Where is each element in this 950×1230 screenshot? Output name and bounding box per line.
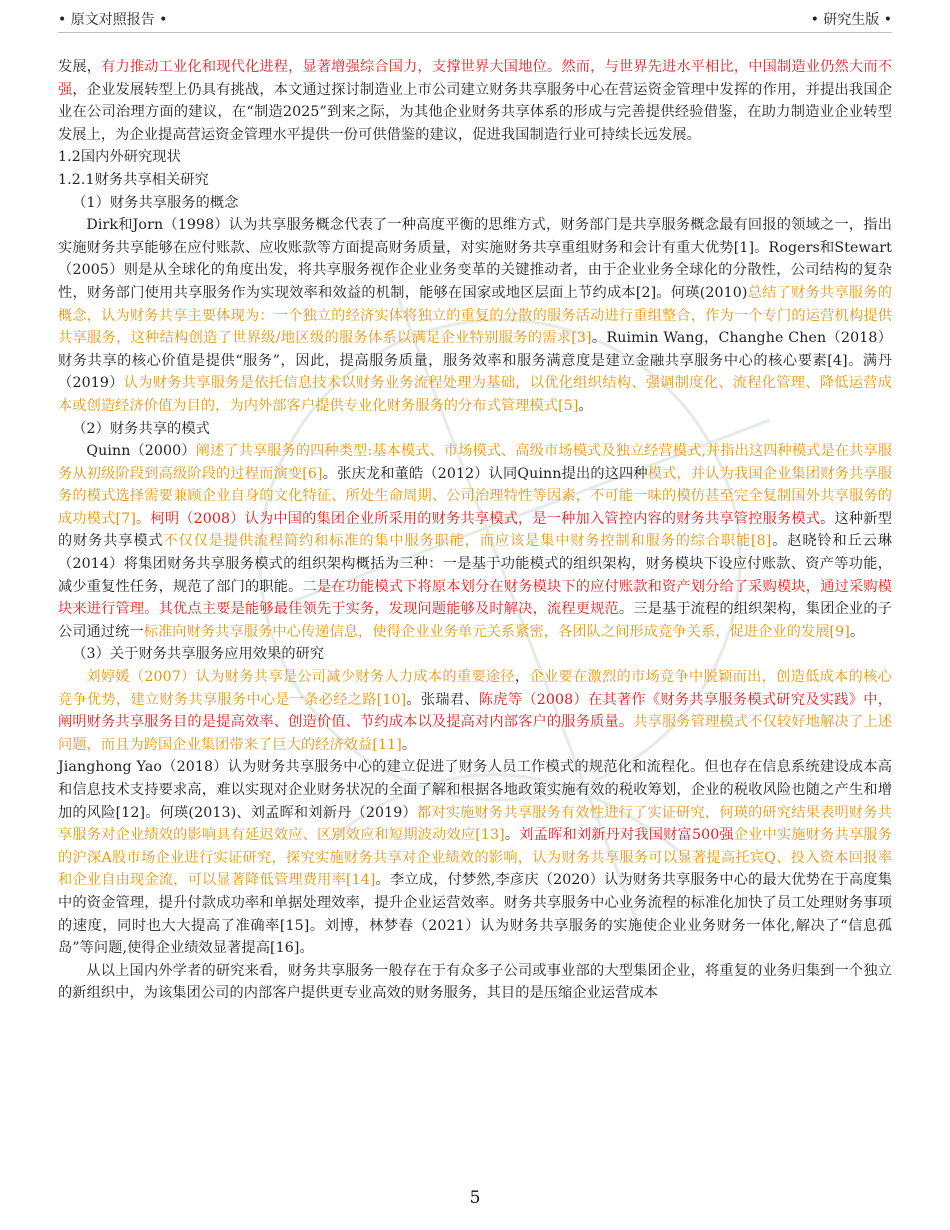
text-segment: 从以上国内外学者的研究来看，财务共享服务一般存在于有众多子公司或事业部的大型集团企业，将重复的业务归集到一个独立的新组织中，为该集团公司的内部客户提供更专业高效的财务服务，其目的是压缩企业运营成本: [58, 962, 892, 1002]
paragraph: [58, 214, 892, 417]
highlighted-text-orange: 共享服务管理模式不仅较好地解决了上述问题，而且为跨国企业集团带来了巨大的经济效益[11]: [58, 714, 892, 753]
paragraph: [58, 146, 892, 169]
text-segment: ，: [514, 669, 530, 686]
text-segment: 1.2国内外研究现状: [58, 149, 181, 166]
highlighted-text-orange: 标准向财务共享服务中心传递信息，使得企业业务单元关系紧密，各团队之间形成竞争关系，促进企业的发展[9]: [143, 623, 850, 640]
text-segment: 。Ruimin Wang，Changhe Chen（2018）财务共享的核心价值是提供“服务”，因此，提高服务质量，服务效率和服务满意度是建立金融共享服务中心的核心要素[4]。满丹（2019）: [58, 330, 893, 392]
highlighted-text-red: 刘孟晖和刘新丹对我国财富500强: [519, 827, 734, 844]
highlighted-text-red: 有力推动工业化和现代化进程，显著增强综合国力，支撑世界大国地位。然而，与世界先进水平相比，中国制造业仍然大而不强: [58, 59, 892, 98]
page-number: 5: [469, 1188, 481, 1208]
highlighted-text-orange: 认为财务共享服务是依托信息技术以财务业务流程处理为基础，以优化组织结构、强调制度化、流程化管理、降低运营成本或创造经济价值为目的，为内外部客户提供专业化财务服务的分布式管理模式[5]: [58, 375, 892, 414]
highlighted-text-orange: 不仅仅是提供流程简约和标准的集中服务职能，而应该是集中财务控制和服务的综合职能[8]: [163, 533, 772, 550]
highlighted-text-orange: 模式，并认为我国企业集团财务共享服务的模式选择需要兼顾企业自身的文化特征、所处生命周期、公司治理特性等因素，不可能一味的模仿甚至完全复制国外共享服务的成功模式[7]: [58, 465, 892, 527]
highlighted-text-orange: 刘婷媛（2007）认为财务共享是公司减少财务人力成本的重要途径: [86, 669, 515, 686]
text-segment: 。: [504, 827, 520, 844]
highlighted-text-orange: 总结了财务共享服务的概念，认为财务共享主要体现为：一个独立的经济实体将独立的重复的分散的服务活动进行重组整合，作为一个专门的运营机构提供共享服务，这种结构创造了世界级/地区级的服务体系以满足企业特别服务的需求[3]: [58, 284, 892, 347]
text-segment: （3）关于财务共享服务应用效果的研究: [72, 646, 325, 663]
highlighted-text-orange: 企业中实施财务共享服务的沪深A股市场企业进行实证研究，探究实施财务共享对企业绩效的影响，认为财务共享服务可以显著提高托宾Q、投入资本回报率和企业自由现金流，可以显著降低管理费用率[14]: [58, 827, 892, 889]
text-segment: 。张瑞君、: [406, 691, 479, 708]
highlighted-text-red: 。柯明（2008）认为中国的集团企业所采用的财务共享模式，是一种加入管控内容的财务共享管控服务模式: [135, 510, 821, 527]
text-segment: 。张庆龙和董皓（2012）认同Quinn提出的这四种: [322, 465, 648, 482]
text-segment: 。这种新型的财务共享模式: [58, 510, 892, 550]
edition-label: • 研究生版 •: [810, 12, 892, 28]
paragraph: [58, 643, 892, 666]
paragraph: [58, 666, 892, 756]
text-segment: ，企业发展转型上仍具有挑战，本文通过探讨制造业上市公司建立财务共享服务中心在营运资金管理中发挥的作用，并提出我国企业在公司治理方面的建议，在“制造2025”到来之际，为其他企业财务共享体系的形成与完善提供经验借鉴，在助力制造业企业转型发展上，为企业提高营运资金管理水平提供一份可供借鉴的建议，促进我国制造行业可持续长远发展。: [58, 81, 892, 143]
text-segment: 。三是基于流程的组织架构，集团企业的子公司通过统一: [58, 601, 893, 640]
paragraph: [58, 192, 892, 215]
highlighted-text-orange: 企业要在激烈的市场竞争中脱颖而出，创造低成本的核心竞争优势，建立财务共享服务中心是一条必经之路[10]: [58, 669, 892, 708]
paragraph: [58, 56, 892, 146]
page-header: [58, 8, 892, 33]
paragraph: [58, 418, 892, 441]
paragraph: [58, 440, 892, 643]
text-segment: 。赵晓铃和丘云琳（2014）将集团财务共享服务模式的组织架构概括为三种：一是基于功能模式的组织架构，财务模块下设应付账款、资产等功能，减少重复性任务，规范了部门的职能。: [58, 533, 892, 595]
highlighted-text-red: 二是在功能模式下将原本划分在财务模块下的应付账款和资产划分给了采购模块，通过采购模块来进行管理。其优点主要是能够最佳领先于实务，发现问题能够及时解决，流程更规范: [58, 578, 893, 618]
text-segment: 1.2.1财务共享相关研究: [58, 171, 209, 188]
text-segment: 发展，: [58, 59, 102, 75]
highlighted-text-orange: 都对实施财务共享服务有效性进行了实证研究，何瑛的研究结果表明财务共享服务对企业绩效的影响具有延迟效应、区别效应和短期波动效应[13]: [58, 804, 892, 844]
report-title: • 原文对照报告 •: [58, 12, 168, 28]
paragraph: [58, 960, 892, 1005]
highlighted-text-red: 陈虎等（2008）在其著作《财务共享服务模式研究及实践》中，阐明财务共享服务目的是提高效率、创造价值、节约成本以及提高对内部客户的服务质量。: [58, 691, 892, 731]
paragraph: [58, 756, 892, 959]
text-segment: Jianghong Yao（2018）认为财务共享服务中心的建立促进了财务人员工作模式的规范化和流程化。但也存在信息系统建设成本高和信息技术支持要求高，难以实现对企业财务状况的全面了解和根据各地政策实施有效的税收筹划，企业的税收风险也随之产生和增加的风险[12]。何瑛(2013)、刘孟晖和刘新丹（2019）: [58, 759, 892, 821]
document-body: [58, 56, 892, 1005]
highlighted-text-orange: 阐述了共享服务的四种类型:基本模式、市场模式、高级市场模式及独立经营模式,并指出这四种模式是在共享服务从初级阶段到高级阶段的过程而演变[6]: [58, 443, 892, 482]
text-segment: Quinn（2000）: [86, 443, 196, 460]
text-segment: （2）财务共享的模式: [72, 420, 210, 437]
text-segment: 。: [849, 623, 865, 640]
text-segment: 。: [578, 397, 593, 414]
text-segment: Dirk和Jorn（1998）认为共享服务概念代表了一种高度平衡的思维方式，财务部门是共享服务概念最有回报的领域之一，指出实施财务共享能够在应付账款、应收账款等方面提高财务质量，对实施财务共享重组财务和会计有重大优势[1]。Rogers和Stewart（2005）则是从全球化的角度出发，将共享服务视作企业业务变革的关键推动者，由于企业业务全球化的分散性，公司结构的复杂性，财务部门使用共享服务作为实现效率和效益的机制，能够在国家或地区层面上节约成本[2]。何瑛(2010): [58, 217, 892, 301]
text-segment: （1）财务共享服务的概念: [72, 194, 239, 211]
text-segment: 。李立成，付梦然,李彦庆（2020）认为财务共享服务中心的最大优势在于高度集中的资金管理，提升付款成功率和单据处理效率，提升企业运营效率。财务共享服务中心业务流程的标准化加快了员工处理财务事项的速度，同时也大大提高了准确率[15]。刘博，林梦春（2021）认为财务共享服务的实施使企业业务财务一体化,解决了“信息孤岛”等问题,使得企业绩效显著提高[16]。: [58, 872, 892, 957]
text-segment: 。: [401, 736, 417, 753]
paragraph: [58, 169, 892, 192]
